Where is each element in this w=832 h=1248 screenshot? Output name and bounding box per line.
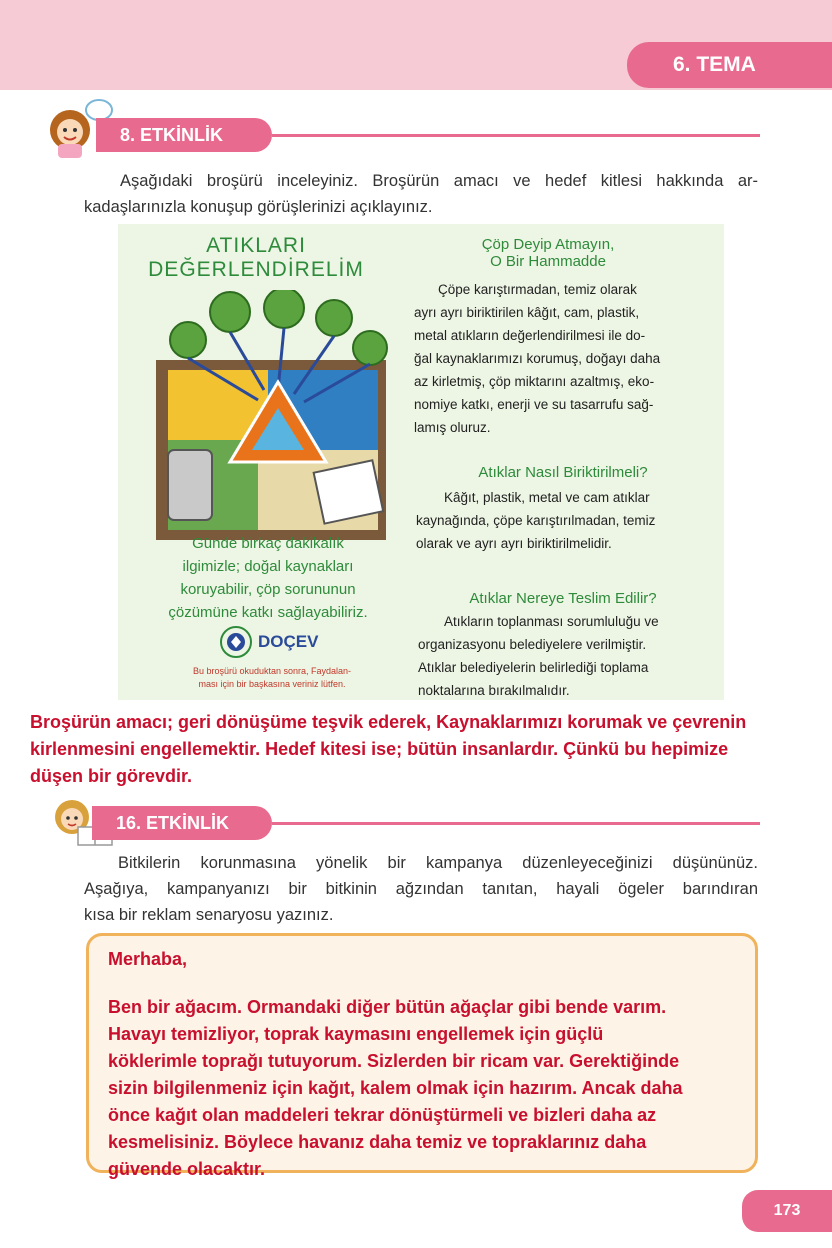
brochure-title <box>136 234 376 282</box>
brochure-section3-heading: Atıklar Nereye Teslim Edilir? <box>469 590 657 607</box>
slogan-line: Günde birkaç dakikalık <box>192 535 344 552</box>
activity-8-rule <box>272 134 760 137</box>
heading-line: Çöp Deyip Atmayın, <box>481 236 615 253</box>
brochure-section3-text <box>418 610 718 702</box>
recycling-illustration <box>148 290 408 540</box>
text-line: az kirletmiş, çöp miktarını azaltmış, eko- <box>414 374 655 389</box>
activity-8-label: 8. ETKİNLİK <box>96 118 272 152</box>
answer-line: Broşürün amacı; geri dönüşüme teşvik ederek, Kaynaklarımızı korumak ve çevrenin <box>30 712 747 732</box>
docev-logo-text: DOÇEV <box>258 632 319 651</box>
slogan-line: ilgimizle; doğal kaynakları <box>182 558 354 575</box>
activity-16-rule <box>272 822 760 825</box>
docev-emblem-icon <box>218 624 254 660</box>
brochure-section2-text <box>416 486 716 555</box>
docev-logo <box>218 624 318 660</box>
text-line: noktalarına bırakılmalıdır. <box>418 683 570 698</box>
answer-line: güvende olacaktır. <box>108 1159 266 1179</box>
theme-tab: 6. TEMA <box>627 42 832 88</box>
brochure-title-line: ATIKLARI <box>206 234 306 257</box>
recycling-brochure <box>118 224 724 700</box>
brochure-slogan <box>128 532 408 624</box>
instruction-line: Aşağıya, kampanyanızı bir bitkinin ağzından tanıtan, hayali ögeler barındıran <box>84 880 758 898</box>
activity-8-answer <box>30 709 830 790</box>
answer-line: sizin bilgilenmeniz için kağıt, kalem olmak için hazırım. Ancak daha <box>108 1078 683 1098</box>
instruction-line: Aşağıdaki broşürü inceleyiniz. Broşürün amacı ve hedef kitlesi hakkında ar- <box>120 172 758 190</box>
note-line: Bu broşürü okuduktan sonra, Faydalan- <box>192 666 352 676</box>
text-line: organizasyonu belediyelere verilmiştir. <box>418 637 647 652</box>
answer-line: kesmelisiniz. Böylece havanız daha temiz ve topraklarınız daha <box>108 1132 647 1152</box>
text-line: kaynağında, çöpe karıştırılmadan, temiz <box>416 513 656 528</box>
page-number: 173 <box>742 1190 832 1232</box>
heading-line: O Bir Hammadde <box>490 253 606 270</box>
answer-line: Ben bir ağacım. Ormandaki diğer bütün ağaçlar gibi bende varım. <box>108 997 667 1017</box>
slogan-line: koruyabilir, çöp sorununun <box>180 581 356 598</box>
text-line: nomiye katkı, enerji ve su tasarrufu sağ- <box>414 397 654 412</box>
instruction-line: kadaşlarınızla konuşup görüşlerinizi açıklayınız. <box>84 198 433 216</box>
text-line: lamış oluruz. <box>414 420 491 435</box>
brochure-section2-heading: Atıklar Nasıl Biriktirilmeli? <box>478 464 648 481</box>
answer-line: köklerimle toprağı tutuyorum. Sizlerden bir ricam var. Gerektiğinde <box>108 1051 680 1071</box>
brochure-section1-text <box>414 278 714 439</box>
text-line: ayrı ayrı biriktirilen kâğıt, cam, plastik, <box>414 305 640 320</box>
instruction-line: Bitkilerin korunmasına yönelik bir kampanya düzenleyeceğinizi düşününüz. <box>118 854 758 872</box>
brochure-note <box>132 665 412 691</box>
text-line: olarak ve ayrı ayrı biriktirilmelidir. <box>416 536 612 551</box>
answer-line: kirlenmesini engellemektir. Hedef kitesi ise; bütün insanlardır. Çünkü bu hepimize <box>30 739 729 759</box>
text-line: metal atıkların değerlendirilmesi ile do- <box>414 328 646 343</box>
activity-16-label: 16. ETKİNLİK <box>92 806 272 840</box>
answer-greeting: Merhaba, <box>108 949 188 969</box>
answer-line: düşen bir görevdir. <box>30 766 193 786</box>
text-line: Çöpe karıştırmadan, temiz olarak <box>438 282 637 297</box>
slogan-line: çözümüne katkı sağlayabiliriz. <box>168 604 368 621</box>
note-line: ması için bir başkasına veriniz lütfen. <box>198 679 346 689</box>
activity-8-instruction <box>84 168 758 220</box>
answer-line: Havayı temizliyor, toprak kaymasını engellemek için güçlü <box>108 1024 604 1044</box>
instruction-line: kısa bir reklam senaryosu yazınız. <box>84 906 334 924</box>
text-line: Atıklar belediyelerin belirlediği toplama <box>418 660 649 675</box>
brochure-section1-heading <box>418 236 678 270</box>
text-line: ğal kaynaklarımızı korumuş, doğayı daha <box>414 351 661 366</box>
text-line: Kâğıt, plastik, metal ve cam atıklar <box>444 490 650 505</box>
activity-16-answer <box>108 946 808 1183</box>
text-line: Atıkların toplanması sorumluluğu ve <box>444 614 659 629</box>
answer-line: önce kağıt olan maddeleri tekrar dönüştürmeli ve bizleri daha az <box>108 1105 657 1125</box>
activity-16-instruction <box>84 850 758 928</box>
brochure-title-line: DEĞERLENDİRELİM <box>148 258 364 281</box>
